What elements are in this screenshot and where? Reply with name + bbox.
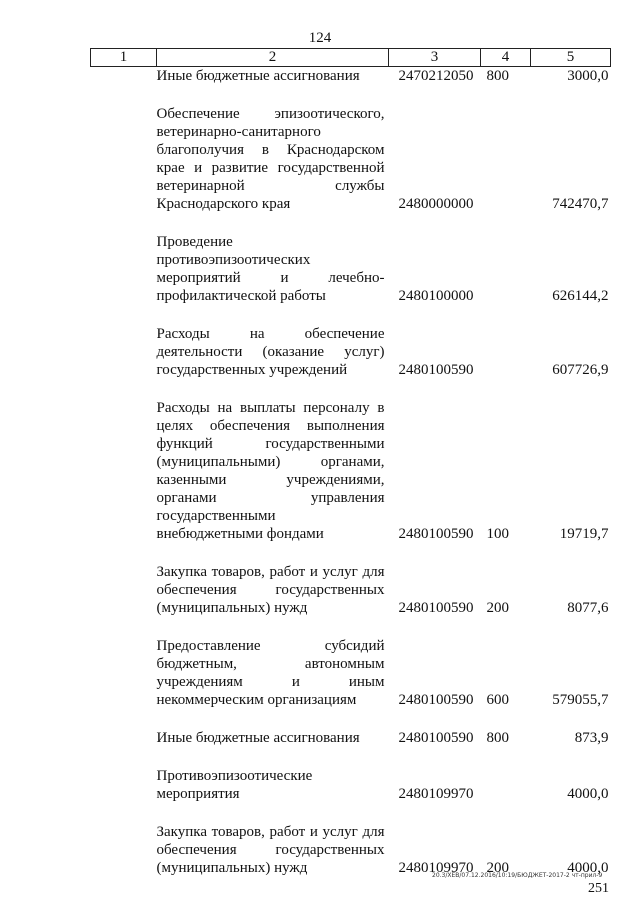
row-spacer <box>91 213 611 233</box>
row-group-cell: 800 <box>486 730 509 746</box>
row-amount-cell: 742470,7 <box>552 196 609 212</box>
table-body <box>91 67 611 878</box>
row-code-cell: 2480000000 <box>398 196 474 212</box>
column-header-5: 5 <box>531 49 611 67</box>
row-code-cell: 2480100590 <box>398 730 474 746</box>
table-row <box>91 105 611 213</box>
page-number: 124 <box>308 30 332 46</box>
row-name-cell: Иные бюджетные ассигнования <box>156 68 360 84</box>
column-header-1: 1 <box>91 49 157 67</box>
row-spacer <box>91 803 611 823</box>
row-code-cell: 2480109970 <box>398 786 474 802</box>
row-name-cell: Расходы на выплаты персоналу в целях обеспечения выполнения функций государственными (муниципальными) органами, казенными учреждениями, органами управления государственными внебюджетными фондами <box>156 400 385 542</box>
row-amount-cell: 8077,6 <box>567 600 609 616</box>
table-row <box>91 767 611 803</box>
row-col1-cell <box>91 325 157 379</box>
row-col1-cell <box>91 563 157 617</box>
row-spacer <box>91 747 611 767</box>
row-spacer <box>91 85 611 105</box>
row-amount-cell: 4000,0 <box>567 786 609 802</box>
row-amount-cell: 626144,2 <box>552 288 609 304</box>
row-amount-cell: 4000,0 <box>567 860 609 876</box>
table-row <box>91 563 611 617</box>
row-amount-cell: 873,9 <box>574 730 609 746</box>
row-col1-cell <box>91 637 157 709</box>
row-name-cell: Предоставление субсидий бюджетным, автономным учреждениям и иным некоммерческим организациям <box>156 638 385 708</box>
row-group-cell <box>481 767 531 803</box>
table-row <box>91 729 611 747</box>
row-col1-cell <box>91 399 157 543</box>
row-code-cell: 2480100000 <box>398 288 474 304</box>
column-header-2: 2 <box>157 49 389 67</box>
row-code-cell: 2480100590 <box>398 692 474 708</box>
row-group-cell <box>481 105 531 213</box>
row-amount-cell: 19719,7 <box>559 526 609 542</box>
row-code-cell: 2480109970 <box>398 860 474 876</box>
row-name-cell: Проведение противоэпизоотических мероприятий и лечебно-профилактической работы <box>156 234 385 304</box>
row-spacer <box>91 617 611 637</box>
row-spacer <box>91 305 611 325</box>
row-spacer <box>91 709 611 729</box>
row-col1-cell <box>91 233 157 305</box>
row-code-cell: 2470212050 <box>398 68 474 84</box>
column-header-3: 3 <box>389 49 481 67</box>
row-code-cell: 2480100590 <box>398 362 474 378</box>
table-row <box>91 233 611 305</box>
row-name-cell: Закупка товаров, работ и услуг для обеспечения государственных (муниципальных) нужд <box>156 564 385 616</box>
row-group-cell: 100 <box>486 526 509 542</box>
row-name-cell: Закупка товаров, работ и услуг для обеспечения государственных (муниципальных) нужд <box>156 824 385 876</box>
row-amount-cell: 607726,9 <box>552 362 609 378</box>
row-col1-cell <box>91 729 157 747</box>
table-row <box>91 637 611 709</box>
document-stamp: 20.3/ХЕВ/07.12.2016/10:19/БЮДЖЕТ-2017-2 чт-прил-9 <box>432 872 603 879</box>
table-row <box>91 823 611 877</box>
row-col1-cell <box>91 67 157 86</box>
column-header-4: 4 <box>481 49 531 67</box>
table-row <box>91 67 611 86</box>
row-col1-cell <box>91 823 157 877</box>
row-group-cell: 200 <box>486 860 509 876</box>
row-name-cell: Противоэпизоотические мероприятия <box>156 768 313 802</box>
row-group-cell <box>481 325 531 379</box>
sheet-number: 251 <box>588 881 609 896</box>
row-code-cell: 2480100590 <box>398 600 474 616</box>
table-header <box>91 49 611 67</box>
row-group-cell: 800 <box>486 68 509 84</box>
row-col1-cell <box>91 105 157 213</box>
row-group-cell: 200 <box>486 600 509 616</box>
row-amount-cell: 3000,0 <box>567 68 609 84</box>
row-group-cell <box>481 233 531 305</box>
row-amount-cell: 579055,7 <box>552 692 609 708</box>
row-col1-cell <box>91 767 157 803</box>
row-name-cell: Расходы на обеспечение деятельности (оказание услуг) государственных учреждений <box>156 326 385 378</box>
row-code-cell: 2480100590 <box>398 526 474 542</box>
table-row <box>91 325 611 379</box>
budget-table <box>90 48 611 877</box>
row-name-cell: Обеспечение эпизоотического, ветеринарно-санитарного благополучия в Краснодарском крае и развитие государственной ветеринарной службы Краснодарского края <box>156 106 385 212</box>
table-row <box>91 399 611 543</box>
row-name-cell: Иные бюджетные ассигнования <box>156 730 360 746</box>
row-spacer <box>91 543 611 563</box>
row-spacer <box>91 379 611 399</box>
row-group-cell: 600 <box>486 692 509 708</box>
